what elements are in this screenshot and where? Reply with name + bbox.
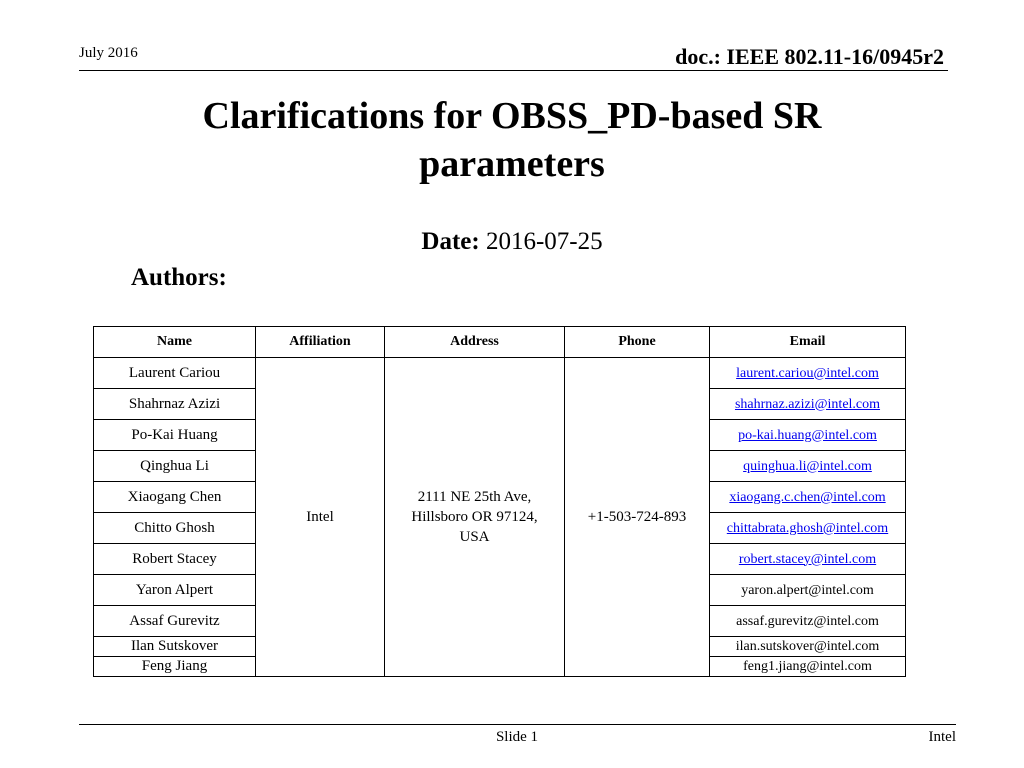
slide-title-line-1: Clarifications for OBSS_PD-based SR — [202, 95, 822, 137]
date-value: 2016-07-25 — [485, 228, 603, 255]
author-email-cell — [710, 606, 906, 637]
author-email-cell — [710, 389, 906, 420]
author-email-text: assaf.gurevitz@intel.com — [736, 613, 879, 629]
author-email-link[interactable]: laurent.cariou@intel.com — [736, 365, 879, 381]
author-email-link[interactable]: robert.stacey@intel.com — [738, 551, 877, 567]
author-email-link[interactable]: po-kai.huang@intel.com — [738, 427, 877, 443]
author-email-cell — [710, 575, 906, 606]
author-email-text: yaron.alpert@intel.com — [741, 582, 874, 598]
footer-organization: Intel — [928, 729, 956, 745]
author-email-cell — [710, 358, 906, 389]
author-email-cell — [710, 657, 906, 677]
address-line-3: USA — [459, 529, 490, 545]
table-header-row — [94, 327, 906, 358]
column-header-name: Name — [94, 327, 256, 358]
slide-title-line-2: parameters — [419, 143, 605, 185]
author-email-link[interactable]: chittabrata.ghosh@intel.com — [726, 520, 889, 536]
header-doc-number: doc.: IEEE 802.11-16/0945r2 — [675, 44, 944, 69]
author-email-cell — [710, 451, 906, 482]
author-name: Qinghua Li — [94, 451, 256, 482]
address-line-2: Hillsboro OR 97124, — [411, 509, 538, 525]
table-row — [94, 358, 906, 389]
author-name: Chitto Ghosh — [94, 513, 256, 544]
authors-heading: Authors: — [131, 264, 227, 291]
header-divider — [79, 70, 948, 71]
affiliation-cell: Intel — [256, 358, 385, 677]
footer-slide-number: Slide 1 — [495, 729, 539, 745]
phone-cell: +1-503-724-893 — [565, 358, 710, 677]
author-email-link[interactable]: shahrnaz.azizi@intel.com — [734, 396, 881, 412]
authors-table — [93, 326, 906, 677]
address-line-1: 2111 NE 25th Ave, — [417, 489, 532, 505]
author-name: Yaron Alpert — [94, 575, 256, 606]
header-date: July 2016 — [79, 45, 138, 61]
author-email-cell — [710, 420, 906, 451]
author-name: Robert Stacey — [94, 544, 256, 575]
column-header-email: Email — [710, 327, 906, 358]
slide-title — [100, 92, 924, 188]
author-name: Po-Kai Huang — [94, 420, 256, 451]
date-label: Date: — [421, 228, 480, 255]
footer-divider — [79, 724, 956, 725]
address-cell — [385, 358, 565, 677]
author-email-link[interactable]: xiaogang.c.chen@intel.com — [729, 489, 886, 505]
author-email-text: ilan.sutskover@intel.com — [735, 639, 880, 654]
date-line — [0, 228, 1024, 256]
author-name: Laurent Cariou — [94, 358, 256, 389]
author-email-cell — [710, 513, 906, 544]
author-email-cell — [710, 637, 906, 657]
column-header-affiliation: Affiliation — [256, 327, 385, 358]
author-name: Assaf Gurevitz — [94, 606, 256, 637]
author-email-text: feng1.jiang@intel.com — [743, 659, 872, 674]
author-name: Shahrnaz Azizi — [94, 389, 256, 420]
column-header-phone: Phone — [565, 327, 710, 358]
author-email-link[interactable]: quinghua.li@intel.com — [743, 458, 872, 474]
column-header-address: Address — [385, 327, 565, 358]
author-name: Xiaogang Chen — [94, 482, 256, 513]
author-name: Feng Jiang — [94, 657, 256, 677]
author-email-cell — [710, 544, 906, 575]
author-name: Ilan Sutskover — [94, 637, 256, 657]
author-email-cell — [710, 482, 906, 513]
